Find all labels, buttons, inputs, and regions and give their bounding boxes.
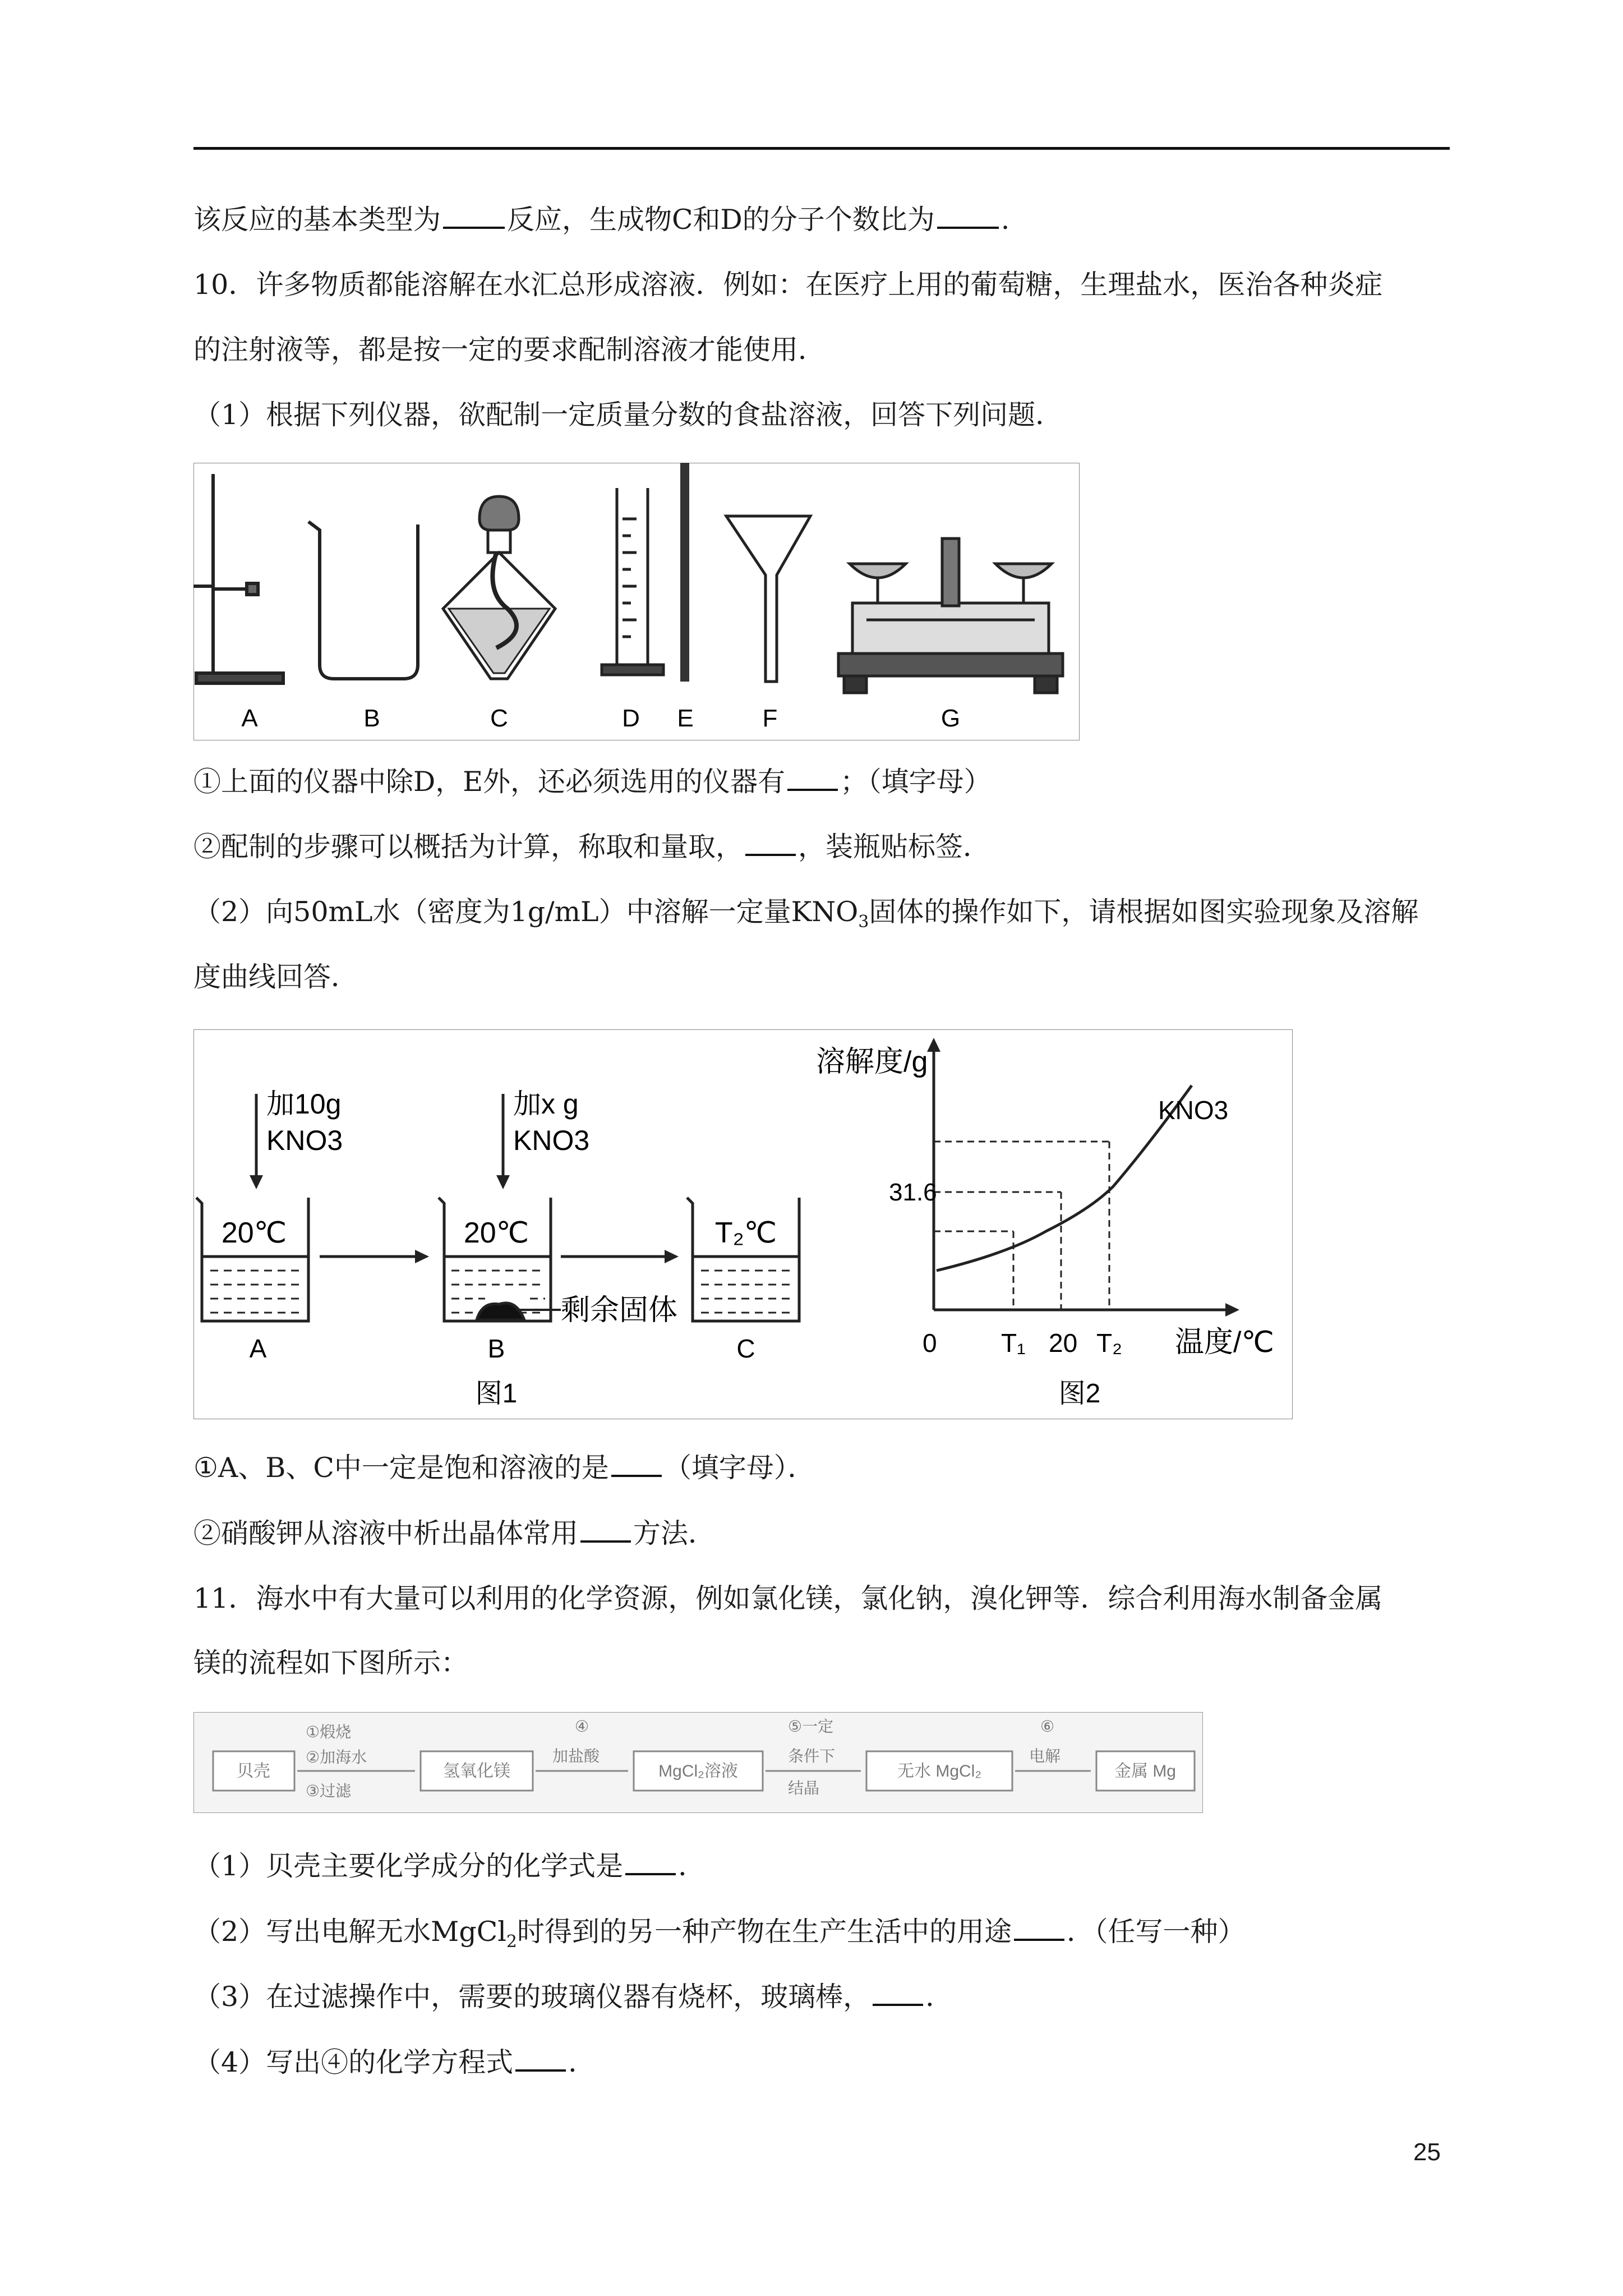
- add-label-2: 加x g: [513, 1088, 579, 1120]
- apparatus-label-e: E: [677, 705, 694, 732]
- y-value-label: 31.6: [889, 1179, 937, 1206]
- figure-2-caption: 图2: [1058, 1379, 1101, 1409]
- step-5-a: ⑤一定: [788, 1718, 834, 1735]
- beaker-label-a: A: [249, 1334, 267, 1363]
- sub-question-11-4: （4）写出④的化学方程式 ．: [193, 2045, 596, 2079]
- part-2-prompt-line-1: （2）向50mL水（密度为1g/mL）中溶解一定量$KNO_3$固体的操作如下，请根据如图实验现象及溶解: [193, 896, 1419, 932]
- sub-question-1-2: ②配制的步骤可以概括为计算，称取和量取， ，装瓶贴标签．: [193, 829, 990, 864]
- answer-blank[interactable]: [787, 764, 838, 791]
- answer-blank[interactable]: [937, 202, 999, 229]
- dissolution-figures: [193, 1029, 1293, 1419]
- temp-a: 20℃: [221, 1217, 287, 1249]
- apparatus-label-g: G: [940, 705, 961, 732]
- step-5-b: 条件下: [788, 1747, 836, 1765]
- step-4-text: 加盐酸: [552, 1747, 600, 1765]
- text-line-1: 该反应的基本类型为 反应，生成物C和D的分子个数比为 .: [193, 202, 1009, 237]
- x-tick-t2: T₂: [1096, 1328, 1122, 1358]
- process-flowchart: [193, 1712, 1203, 1813]
- temp-c: T₂℃: [714, 1217, 777, 1249]
- answer-blank[interactable]: [1014, 1914, 1064, 1941]
- step-1: ①煅烧: [306, 1723, 352, 1741]
- glass-rod-icon: [680, 463, 689, 682]
- residue-label: 剩余固体: [561, 1294, 678, 1327]
- x-tick-0: 0: [923, 1328, 937, 1358]
- page-number: 25: [1413, 2138, 1441, 2166]
- answer-blank[interactable]: [625, 1848, 676, 1875]
- figure-1-caption: 图1: [475, 1379, 518, 1409]
- add-label-1b: KNO3: [266, 1125, 343, 1156]
- sub-question-11-2: （2）写出电解无水MgCl$_2$时得到的另一种产物在生产生活中的用途 ．（任写一种）: [193, 1914, 1246, 1959]
- answer-blank[interactable]: [443, 202, 505, 229]
- x-tick-t1: T₁: [1001, 1328, 1026, 1358]
- sub-question-2-1: ①A、B、C中一定是饱和溶液的是 （填字母）．: [193, 1450, 815, 1485]
- part-2-prompt-line-2: 度曲线回答．: [193, 961, 359, 993]
- node-anhydrous-mgcl2: 无水 MgCl₂: [897, 1762, 981, 1780]
- step-3: ③过滤: [306, 1782, 352, 1800]
- add-label-2b: KNO3: [513, 1125, 590, 1156]
- apparatus-figure: [193, 463, 1080, 740]
- sub-question-11-1: （1）贝壳主要化学成分的化学式是 ．: [193, 1848, 706, 1883]
- apparatus-label-a: A: [241, 705, 258, 732]
- node-mgoh2: 氢氧化镁: [443, 1762, 510, 1780]
- answer-blank[interactable]: [873, 1979, 923, 2006]
- question-11-line-1: 11．海水中有大量可以利用的化学资源，例如氯化镁，氯化钠，溴化钾等．综合利用海水制备金属: [193, 1582, 1383, 1614]
- apparatus-label-f: F: [762, 705, 778, 732]
- step-4-num: ④: [575, 1718, 589, 1735]
- sub-question-1-1: ①上面的仪器中除D，E外，还必须选用的仪器有 ；（填字母）: [193, 764, 992, 799]
- step-6-num: ⑥: [1040, 1718, 1055, 1735]
- part-1-prompt: （1）根据下列仪器，欲配制一定质量分数的食盐溶液，回答下列问题．: [193, 399, 1063, 431]
- beaker-label-b: B: [487, 1334, 505, 1363]
- node-shell: 贝壳: [237, 1762, 270, 1780]
- sub-question-2-2: ②硝酸钾从溶液中析出晶体常用 方法．: [193, 1516, 716, 1550]
- answer-blank[interactable]: [515, 2045, 566, 2072]
- question-11-line-2: 镁的流程如下图所示：: [193, 1647, 469, 1679]
- apparatus-label-d: D: [622, 705, 640, 732]
- header-rule: [193, 147, 1450, 150]
- add-label-1: 加10g: [266, 1088, 342, 1120]
- step-5-c: 结晶: [788, 1779, 820, 1797]
- node-metal-mg: 金属 Mg: [1114, 1762, 1177, 1780]
- y-axis-label: 溶解度/g: [816, 1046, 928, 1078]
- apparatus-label-c: C: [490, 705, 508, 732]
- step-2: ②加海水: [306, 1749, 367, 1766]
- x-tick-20: 20: [1049, 1328, 1078, 1358]
- node-mgcl2-solution: MgCl₂溶液: [658, 1762, 738, 1780]
- question-10-line-1: 10．许多物质都能溶解在水汇总形成溶液．例如：在医疗上用的葡萄糖，生理盐水，医治各种炎症: [193, 269, 1383, 301]
- beaker-label-c: C: [736, 1334, 755, 1363]
- question-10-line-2: 的注射液等，都是按一定的要求配制溶液才能使用．: [193, 334, 826, 366]
- sub-question-11-3: （3）在过滤操作中，需要的玻璃仪器有烧杯，玻璃棒， ．: [193, 1979, 953, 2014]
- answer-blank[interactable]: [745, 829, 796, 856]
- apparatus-label-b: B: [363, 705, 380, 732]
- answer-blank[interactable]: [580, 1516, 631, 1543]
- step-6-text: 电解: [1029, 1747, 1061, 1765]
- temp-b: 20℃: [463, 1217, 529, 1249]
- answer-blank[interactable]: [611, 1450, 662, 1477]
- x-axis-label: 温度/℃: [1175, 1326, 1274, 1359]
- curve-label: KNO3: [1158, 1096, 1229, 1125]
